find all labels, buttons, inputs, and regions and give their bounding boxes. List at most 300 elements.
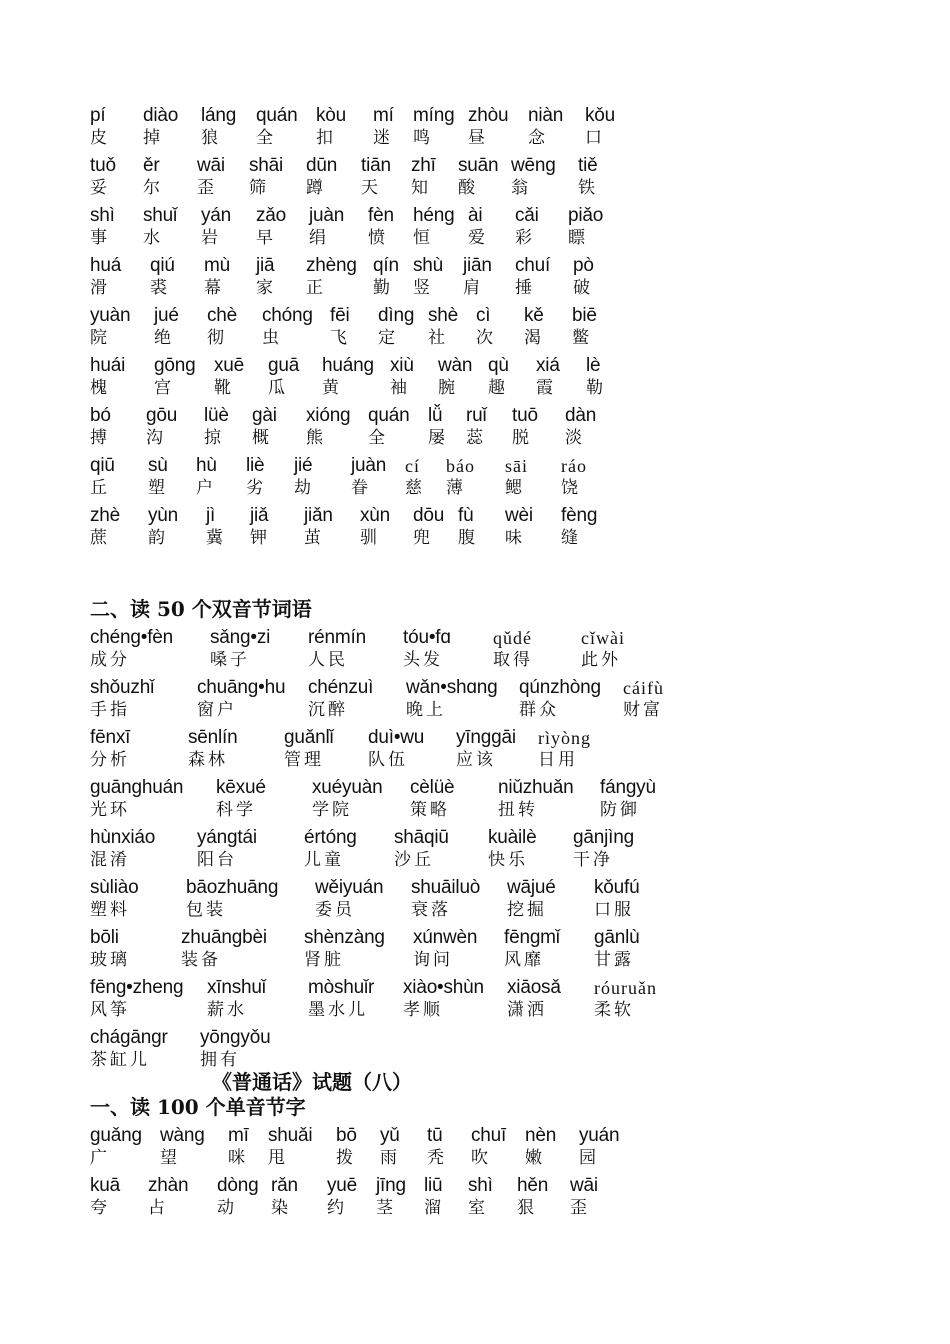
- pinyin: gānjìng: [573, 827, 634, 848]
- entry: [403, 627, 451, 671]
- hanzi: 兜: [413, 528, 433, 548]
- pinyin: piǎo: [568, 205, 604, 226]
- entry: [498, 777, 574, 821]
- pinyin: wèi: [505, 505, 533, 526]
- pinyin: kě: [524, 305, 544, 326]
- entry: [148, 505, 178, 549]
- hanzi: 干净: [573, 850, 613, 870]
- hanzi: 掠: [204, 428, 224, 448]
- pinyin: cǎi: [515, 205, 539, 226]
- hanzi: 衰落: [411, 900, 451, 920]
- pinyin: wěiyuán: [315, 877, 384, 898]
- entry: [148, 1175, 188, 1219]
- entry: [204, 405, 229, 449]
- pinyin: juàn: [351, 455, 387, 476]
- hanzi: 社: [428, 328, 448, 348]
- hanzi: 韵: [148, 528, 168, 548]
- entry: [578, 155, 598, 199]
- pinyin: gōng: [154, 355, 196, 376]
- pinyin: shènzàng: [304, 927, 385, 948]
- entry: [143, 155, 163, 199]
- hanzi: 脱: [512, 428, 532, 448]
- hanzi: 尔: [143, 178, 163, 198]
- pinyin: shǒuzhǐ: [90, 677, 155, 698]
- entry: [210, 627, 270, 671]
- hanzi: 勒: [586, 378, 606, 398]
- entry: [197, 155, 225, 199]
- hanzi: 儿童: [304, 850, 344, 870]
- entry: [90, 877, 138, 921]
- pinyin: yīnggāi: [456, 727, 516, 748]
- pinyin: fēi: [330, 305, 350, 326]
- hanzi: 应该: [456, 750, 496, 770]
- hanzi: 肩: [463, 278, 483, 298]
- hanzi: 甘露: [594, 950, 634, 970]
- hanzi: 滑: [90, 278, 110, 298]
- entry: [249, 155, 283, 199]
- hanzi: 驯: [360, 528, 380, 548]
- pinyin: rǎn: [271, 1175, 298, 1196]
- pinyin: duì•wu: [368, 727, 425, 748]
- hanzi: 阳台: [197, 850, 237, 870]
- hanzi: 知: [411, 178, 431, 198]
- hanzi: 茶缸儿: [90, 1050, 150, 1070]
- entry: [488, 355, 509, 399]
- entry: [216, 777, 266, 821]
- hanzi: 腕: [438, 378, 458, 398]
- pinyin: biē: [572, 305, 597, 326]
- hanzi: 家: [256, 278, 276, 298]
- entry: [413, 927, 477, 971]
- hanzi: 早: [256, 228, 276, 248]
- pinyin: mòshuǐr: [308, 977, 375, 998]
- pinyin: hùnxiáo: [90, 827, 156, 848]
- hanzi: 混淆: [90, 850, 130, 870]
- pinyin: fēng•zheng: [90, 977, 184, 998]
- pinyin: quán: [368, 405, 410, 426]
- pinyin: ěr: [143, 155, 160, 176]
- pinyin: fēngmǐ: [504, 927, 560, 948]
- entry-row: [0, 105, 950, 151]
- pinyin: mù: [204, 255, 230, 276]
- entry: [428, 305, 458, 349]
- entry-row: [0, 255, 950, 301]
- hanzi: 飞: [330, 328, 350, 348]
- entry: [515, 255, 550, 299]
- hanzi: 歪: [570, 1198, 590, 1218]
- hanzi: 事: [90, 228, 110, 248]
- entry-row: [0, 455, 950, 501]
- entry: [468, 205, 488, 249]
- hanzi: 腹: [458, 528, 478, 548]
- hanzi: 口: [585, 128, 605, 148]
- hanzi: 彩: [515, 228, 535, 248]
- hanzi: 味: [505, 528, 525, 548]
- pinyin: tiān: [361, 155, 391, 176]
- hanzi: 成分: [90, 650, 130, 670]
- pinyin: lè: [586, 355, 601, 376]
- entry: [90, 727, 130, 771]
- hanzi: 森林: [188, 750, 228, 770]
- entry: [561, 505, 597, 549]
- pinyin: jué: [154, 305, 179, 326]
- pinyin: shuāiluò: [411, 877, 481, 898]
- entry: [143, 205, 177, 249]
- entry-row: [0, 727, 950, 773]
- hanzi: 绢: [309, 228, 329, 248]
- entry: [252, 405, 277, 449]
- pinyin: xīnshuǐ: [207, 977, 266, 998]
- hanzi: 策略: [410, 800, 450, 820]
- pinyin: qúnzhòng: [519, 677, 601, 698]
- hanzi: 劣: [246, 478, 266, 498]
- hanzi: 掉: [143, 128, 163, 148]
- pinyin: jīng: [376, 1175, 406, 1196]
- pinyin: zhòu: [468, 105, 509, 126]
- entry: [565, 405, 596, 449]
- pinyin: yuàn: [90, 305, 131, 326]
- hanzi: 沟: [146, 428, 166, 448]
- entry: [306, 155, 337, 199]
- hanzi: 秃: [427, 1148, 447, 1168]
- entry-row: [0, 355, 950, 401]
- hanzi: 占: [148, 1198, 168, 1218]
- entry: [390, 355, 414, 399]
- pinyin: shuǐ: [143, 205, 178, 226]
- pinyin: yuán: [579, 1125, 620, 1146]
- entry: [207, 977, 266, 1021]
- hanzi: 科学: [216, 800, 256, 820]
- hanzi: 爱: [468, 228, 488, 248]
- hanzi: 薄: [446, 478, 466, 498]
- entry: [90, 927, 130, 971]
- hanzi: 捶: [515, 278, 535, 298]
- entry: [306, 405, 350, 449]
- pinyin: shù: [413, 255, 444, 276]
- pinyin: cì: [476, 305, 491, 326]
- hanzi: 竖: [413, 278, 433, 298]
- hanzi: 破: [573, 278, 593, 298]
- entry: [427, 1125, 447, 1169]
- pinyin: huá: [90, 255, 122, 276]
- hanzi: 动: [217, 1198, 237, 1218]
- entry: [351, 455, 386, 499]
- pinyin: láng: [201, 105, 237, 126]
- pinyin: kòu: [316, 105, 347, 126]
- entry: [90, 255, 121, 299]
- hanzi: 愤: [368, 228, 388, 248]
- hanzi: 茧: [304, 528, 324, 548]
- entry: [568, 205, 603, 249]
- hanzi: 袖: [390, 378, 410, 398]
- entry: [316, 105, 346, 149]
- entry: [330, 305, 350, 349]
- hanzi: 孝顺: [403, 1000, 443, 1020]
- hanzi: 墨水儿: [308, 1000, 368, 1020]
- pinyin: sāi: [505, 456, 528, 476]
- hanzi: 天: [361, 178, 381, 198]
- entry-row: [0, 505, 950, 551]
- pinyin: fù: [458, 505, 474, 526]
- entry: [413, 505, 444, 549]
- pinyin: hěn: [517, 1175, 549, 1196]
- entry: [268, 355, 299, 399]
- entry: [410, 777, 454, 821]
- entry: [405, 455, 425, 499]
- entry: [528, 105, 563, 149]
- pinyin: hù: [196, 455, 217, 476]
- entry: [468, 105, 508, 149]
- pinyin: lüè: [204, 405, 229, 426]
- pinyin: wāi: [570, 1175, 598, 1196]
- pinyin: chóng: [262, 305, 313, 326]
- entry: [505, 505, 533, 549]
- hanzi: 次: [476, 328, 496, 348]
- hanzi: 屡: [428, 428, 448, 448]
- hanzi: 队伍: [368, 750, 408, 770]
- entry: [200, 1027, 270, 1071]
- hanzi: 念: [528, 128, 548, 148]
- hanzi: 勤: [373, 278, 393, 298]
- pinyin: xiāosǎ: [507, 977, 561, 998]
- hanzi: 头发: [403, 650, 443, 670]
- hanzi: 冀: [206, 528, 226, 548]
- pinyin: shè: [428, 305, 459, 326]
- pinyin: chuí: [515, 255, 551, 276]
- entry: [570, 1175, 598, 1219]
- entry: [90, 827, 155, 871]
- pinyin: fángyù: [600, 777, 656, 798]
- pinyin: tū: [427, 1125, 443, 1146]
- pinyin: cèlüè: [410, 777, 455, 798]
- pinyin: dìng: [378, 305, 415, 326]
- entry: [304, 927, 385, 971]
- hanzi: 室: [468, 1198, 488, 1218]
- entry: [368, 727, 424, 771]
- hanzi: 学院: [312, 800, 352, 820]
- hanzi: 雨: [380, 1148, 400, 1168]
- hanzi: 鳖: [572, 328, 592, 348]
- hanzi: 酸: [458, 178, 478, 198]
- hanzi: 手指: [90, 700, 130, 720]
- hanzi: 蔗: [90, 528, 110, 548]
- entry: [90, 405, 111, 449]
- entry: [505, 455, 528, 499]
- pinyin: liū: [424, 1175, 443, 1196]
- entry: [186, 877, 278, 921]
- hanzi: 咪: [228, 1148, 248, 1168]
- entry: [188, 727, 238, 771]
- entry: [368, 405, 409, 449]
- hanzi: 搏: [90, 428, 110, 448]
- hanzi: 翁: [511, 178, 531, 198]
- pinyin: mí: [373, 105, 394, 126]
- hanzi: 玻璃: [90, 950, 130, 970]
- entry: [511, 155, 556, 199]
- hanzi: 询问: [413, 950, 453, 970]
- entry: [90, 1175, 120, 1219]
- hanzi: 钾: [250, 528, 270, 548]
- hanzi: 肾脏: [304, 950, 344, 970]
- hanzi: 定: [378, 328, 398, 348]
- hanzi: 蕊: [466, 428, 486, 448]
- hanzi: 狠: [517, 1198, 537, 1218]
- entry: [268, 1125, 312, 1169]
- hanzi: 鳃: [505, 478, 525, 498]
- entry: [538, 727, 591, 771]
- pinyin: sùliào: [90, 877, 139, 898]
- pinyin: cǐwài: [581, 628, 625, 648]
- hanzi: 约: [327, 1198, 347, 1218]
- entry-row: [0, 405, 950, 451]
- pinyin: wǎn•shɑng: [406, 677, 498, 698]
- pinyin: tóu•fɑ: [403, 627, 451, 648]
- hanzi: 包装: [186, 900, 226, 920]
- hanzi: 瓜: [268, 378, 288, 398]
- hanzi: 风筝: [90, 1000, 130, 1020]
- hanzi: 拨: [336, 1148, 356, 1168]
- entry: [373, 255, 399, 299]
- pinyin: jiǎ: [250, 505, 269, 526]
- entry-row: [0, 927, 950, 973]
- entry: [424, 1175, 444, 1219]
- entry: [406, 677, 497, 721]
- entry: [250, 505, 270, 549]
- pinyin: jiān: [463, 255, 492, 276]
- hanzi: 缝: [561, 528, 581, 548]
- entry: [294, 455, 314, 499]
- entry: [256, 255, 276, 299]
- hanzi: 槐: [90, 378, 110, 398]
- hanzi: 正: [306, 278, 326, 298]
- entry: [368, 205, 394, 249]
- pinyin: wàn: [438, 355, 473, 376]
- entry: [262, 305, 313, 349]
- entry: [197, 677, 285, 721]
- pinyin: zhuāngbèi: [181, 927, 267, 948]
- entry: [360, 505, 390, 549]
- entry: [308, 677, 373, 721]
- hanzi: 院: [90, 328, 110, 348]
- hanzi: 鸣: [413, 128, 433, 148]
- pinyin: huái: [90, 355, 126, 376]
- pinyin: jié: [294, 455, 313, 476]
- pinyin: zhè: [90, 505, 121, 526]
- entry: [504, 927, 560, 971]
- hanzi: 塑: [148, 478, 168, 498]
- entry: [428, 405, 448, 449]
- pinyin: xuéyuàn: [312, 777, 383, 798]
- pinyin: héng: [413, 205, 455, 226]
- hanzi: 裘: [150, 278, 170, 298]
- pinyin: yǔ: [380, 1125, 400, 1146]
- entry: [573, 827, 634, 871]
- entry: [373, 105, 394, 149]
- hanzi: 风靡: [504, 950, 544, 970]
- pinyin: guǎng: [90, 1125, 142, 1146]
- entry: [90, 777, 183, 821]
- entry: [306, 255, 357, 299]
- pinyin: diào: [143, 105, 179, 126]
- entry-row: [0, 627, 950, 673]
- pinyin: lǚ: [428, 405, 443, 426]
- pinyin: xióng: [306, 405, 351, 426]
- entry: [90, 355, 125, 399]
- entry: [148, 455, 168, 499]
- pinyin: guā: [268, 355, 300, 376]
- pinyin: shāqiū: [394, 827, 449, 848]
- pinyin: qǔdé: [493, 628, 532, 648]
- pinyin: ráo: [561, 456, 587, 476]
- pinyin: yuē: [327, 1175, 358, 1196]
- hanzi: 群众: [519, 700, 559, 720]
- entry: [466, 405, 487, 449]
- hanzi: 嗓子: [210, 650, 250, 670]
- entry: [524, 305, 544, 349]
- hanzi: 概: [252, 428, 272, 448]
- pinyin: xùn: [360, 505, 391, 526]
- pinyin: zhèng: [306, 255, 357, 276]
- hanzi: 靴: [214, 378, 234, 398]
- hanzi: 幕: [204, 278, 224, 298]
- entry-row: [0, 827, 950, 873]
- entry: [378, 305, 414, 349]
- entry-row: [0, 677, 950, 723]
- hanzi: 绝: [154, 328, 174, 348]
- pinyin: tuǒ: [90, 155, 116, 176]
- hanzi: 茎: [376, 1198, 396, 1218]
- entry: [519, 677, 601, 721]
- hanzi: 塑料: [90, 900, 130, 920]
- pinyin: juàn: [309, 205, 345, 226]
- hanzi: 蹲: [306, 178, 326, 198]
- single-syllable-heading-2: 一、读 100 个单音节字: [90, 1095, 306, 1119]
- pinyin: ài: [468, 205, 483, 226]
- pinyin: guǎnlǐ: [284, 727, 334, 748]
- entry: [361, 155, 391, 199]
- entry: [256, 205, 286, 249]
- pinyin: mī: [228, 1125, 249, 1146]
- hanzi: 筛: [249, 178, 269, 198]
- pinyin: suān: [458, 155, 499, 176]
- pinyin: fēnxī: [90, 727, 131, 748]
- hanzi: 柔软: [594, 1000, 634, 1020]
- pinyin: shāi: [249, 155, 284, 176]
- double-syllable-heading: 二、读 50 个双音节词语: [90, 597, 312, 621]
- pinyin: qù: [488, 355, 509, 376]
- pinyin: wājué: [507, 877, 556, 898]
- pinyin: nèn: [525, 1125, 557, 1146]
- entry: [207, 305, 237, 349]
- pinyin: qiú: [150, 255, 175, 276]
- hanzi: 嫩: [525, 1148, 545, 1168]
- hanzi: 口服: [594, 900, 634, 920]
- hanzi: 宫: [154, 378, 174, 398]
- entry: [468, 1175, 493, 1219]
- pinyin: kuàilè: [488, 827, 537, 848]
- hanzi: 铁: [578, 178, 598, 198]
- entry: [256, 105, 297, 149]
- pinyin: sù: [148, 455, 168, 476]
- pinyin: guānghuán: [90, 777, 184, 798]
- entry: [380, 1125, 400, 1169]
- pinyin: gōu: [146, 405, 178, 426]
- pinyin: bó: [90, 405, 111, 426]
- hanzi: 瞟: [568, 228, 588, 248]
- pinyin: chuāng•hu: [197, 677, 286, 698]
- pinyin: yángtái: [197, 827, 257, 848]
- pinyin: zhī: [411, 155, 436, 176]
